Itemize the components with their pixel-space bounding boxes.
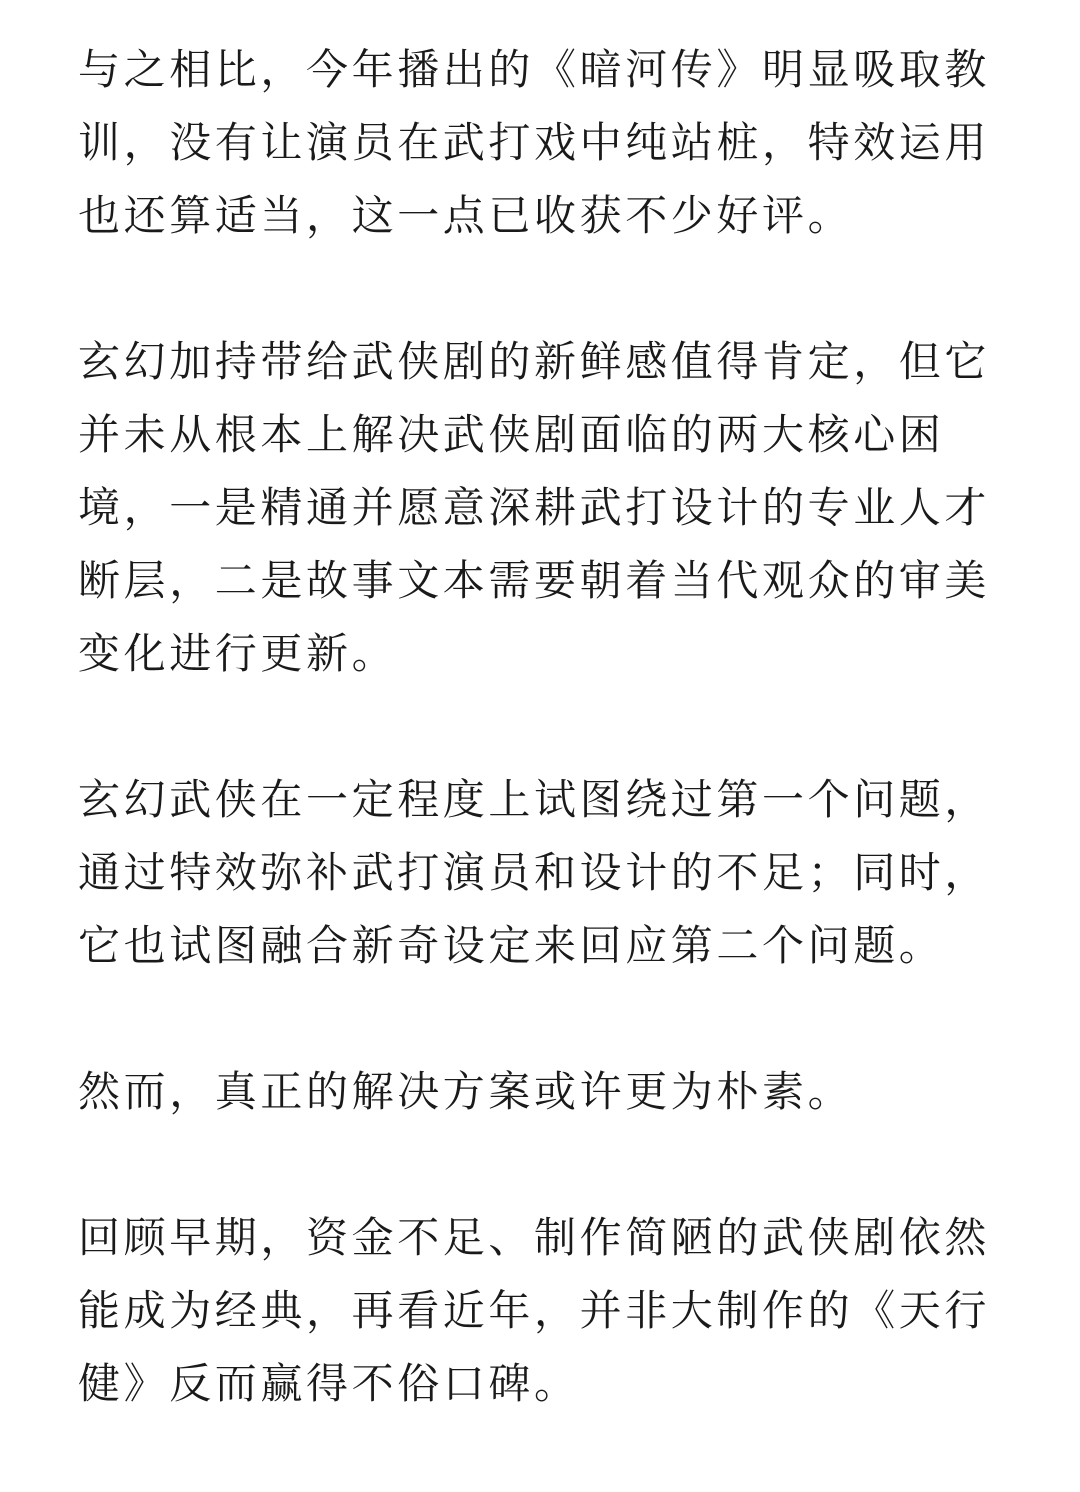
text-line: 健》反而赢得不俗口碑。 [78,1359,580,1408]
text-line: 玄幻武侠在一定程度上试图绕过第一个问题， [78,775,991,824]
text-line: 训，没有让演员在武打戏中纯站桩，特效运用 [78,118,991,167]
text-line: 断层，二是故事文本需要朝着当代观众的审美 [78,556,991,605]
text-line: 能成为经典，再看近年，并非大制作的《天行 [78,1286,991,1335]
text-line: 境，一是精通并愿意深耕武打设计的专业人才 [78,483,991,532]
text-line: 回顾早期，资金不足、制作简陋的武侠剧依然 [78,1213,991,1262]
paragraph-1 [78,33,998,252]
paragraph-2 [78,325,998,690]
text-line: 与之相比，今年播出的《暗河传》明显吸取教 [78,45,991,94]
paragraph-5 [78,1201,998,1420]
text-line: 通过特效弥补武打演员和设计的不足；同时， [78,848,991,897]
text-line: 然而，真正的解决方案或许更为朴素。 [78,1067,854,1116]
article-body [78,33,998,1420]
text-line: 变化进行更新。 [78,629,398,678]
text-line: 并未从根本上解决武侠剧面临的两大核心困 [78,410,945,459]
paragraph-3 [78,763,998,982]
text-line: 也还算适当，这一点已收获不少好评。 [78,191,854,240]
text-line: 玄幻加持带给武侠剧的新鲜感值得肯定，但它 [78,337,991,386]
paragraph-4 [78,1055,998,1128]
text-line: 它也试图融合新奇设定来回应第二个问题。 [78,921,945,970]
